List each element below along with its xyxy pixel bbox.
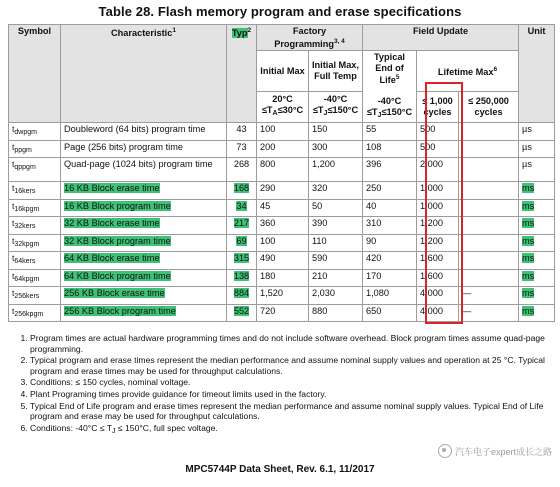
cell-initial-max-full: 880 <box>309 304 363 322</box>
cell-typ: 884 <box>227 287 257 305</box>
cell-symbol: $t_{64kers}$ <box>9 252 61 270</box>
cell-characteristic: Page (256 bits) program time <box>61 140 227 158</box>
header-typ: Typ$^2$ <box>227 25 257 123</box>
footnotes-list <box>10 333 560 438</box>
cell-lifetime-250000 <box>459 140 519 158</box>
watermark <box>438 444 552 458</box>
header-symbol: Symbol <box>9 25 61 123</box>
cell-initial-max-full: 150 <box>309 123 363 141</box>
cell-initial-max-full: 50 <box>309 199 363 217</box>
header-unit: Unit <box>519 25 555 123</box>
cell-typical-eol: 310 <box>363 217 417 235</box>
table-row <box>9 234 555 252</box>
cell-characteristic: Doubleword (64 bits) program time <box>61 123 227 141</box>
cell-symbol: $t_{32kers}$ <box>9 217 61 235</box>
cell-unit: ms <box>519 217 555 235</box>
cell-characteristic: 32 KB Block program time <box>61 234 227 252</box>
wechat-icon <box>438 444 452 458</box>
cell-typical-eol: 396 <box>363 158 417 182</box>
cell-unit: µs <box>519 140 555 158</box>
cell-initial-max-full: 1,200 <box>309 158 363 182</box>
cell-unit: ms <box>519 199 555 217</box>
watermark-text: 汽车电子expert成长之路 <box>454 446 552 457</box>
cell-typ: 268 <box>227 158 257 182</box>
cell-initial-max: 800 <box>257 158 309 182</box>
cell-unit: ms <box>519 182 555 200</box>
cell-lifetime-250000 <box>459 123 519 141</box>
cell-unit: ms <box>519 269 555 287</box>
flash-spec-table <box>8 24 555 322</box>
cell-typ: 217 <box>227 217 257 235</box>
cell-initial-max: 100 <box>257 123 309 141</box>
cell-unit: ms <box>519 252 555 270</box>
cell-initial-max: 1,520 <box>257 287 309 305</box>
cell-initial-max: 100 <box>257 234 309 252</box>
cell-symbol: $t_{256kpgm}$ <box>9 304 61 322</box>
cell-characteristic: 16 KB Block erase time <box>61 182 227 200</box>
cell-typical-eol: 90 <box>363 234 417 252</box>
header-cycles-1000: ≤ 1,000 cycles <box>417 91 459 122</box>
header-field-update: Field Update <box>363 25 519 51</box>
table-row <box>9 269 555 287</box>
footnote-1: 1. Program times are actual hardware programming times and do not include software overhead. Block program times assume quad-page programming. <box>30 333 560 354</box>
cell-initial-max-full: 110 <box>309 234 363 252</box>
table-row <box>9 217 555 235</box>
cell-initial-max-full: 320 <box>309 182 363 200</box>
cell-characteristic: 32 KB Block erase time <box>61 217 227 235</box>
footnote-4: 4. Plant Programing times provide guidance for timeout limits used in the factory. <box>30 389 560 400</box>
cell-unit: ms <box>519 234 555 252</box>
cell-lifetime-250000: — <box>459 304 519 322</box>
cell-typ: 34 <box>227 199 257 217</box>
cell-lifetime-250000 <box>459 252 519 270</box>
cell-lifetime-1000: 1,600 <box>417 252 459 270</box>
cell-symbol: $t_{ppgm}$ <box>9 140 61 158</box>
cell-lifetime-1000: 2,000 <box>417 158 459 182</box>
cell-characteristic: Quad-page (1024 bits) program time <box>61 158 227 182</box>
table-row <box>9 304 555 322</box>
cell-lifetime-1000: 1,200 <box>417 217 459 235</box>
cell-typ: 168 <box>227 182 257 200</box>
table-row <box>9 140 555 158</box>
cell-lifetime-1000: 4,000 <box>417 287 459 305</box>
cell-symbol: $t_{32kpgm}$ <box>9 234 61 252</box>
cell-lifetime-1000: 500 <box>417 123 459 141</box>
header-cycles-250000: ≤ 250,000 cycles <box>459 91 519 122</box>
cell-unit: µs <box>519 158 555 182</box>
cell-typ: 69 <box>227 234 257 252</box>
cell-lifetime-1000: 1,200 <box>417 234 459 252</box>
header-characteristic: Characteristic$^1$ <box>61 25 227 123</box>
cell-typical-eol: 650 <box>363 304 417 322</box>
table-row <box>9 199 555 217</box>
table-row <box>9 287 555 305</box>
cell-initial-max-full: 590 <box>309 252 363 270</box>
table-body <box>9 123 555 322</box>
cell-unit: ms <box>519 304 555 322</box>
footnote-5: 5. Typical End of Life program and erase times represent the median performance and assume nominal supply values. Typical End of Life program and erase may be used for throughput calculations. <box>30 401 560 422</box>
header-typical-end-of-life: Typical End of Life$^5$ $-40^\circ C \le T_J\le 150^\circ C$ <box>363 51 417 123</box>
header-initial-max-full-temp: Initial Max, Full Temp <box>309 51 363 92</box>
cell-unit: µs <box>519 123 555 141</box>
header-cond-ta: $20^\circ C \le T_A\le 30^\circ C$ <box>257 91 309 122</box>
table-row <box>9 252 555 270</box>
header-initial-max: Initial Max <box>257 51 309 92</box>
cell-initial-max-full: 210 <box>309 269 363 287</box>
cell-typical-eol: 250 <box>363 182 417 200</box>
cell-lifetime-250000 <box>459 199 519 217</box>
cell-symbol: $t_{dwpgm}$ <box>9 123 61 141</box>
cell-initial-max: 200 <box>257 140 309 158</box>
footnote-6: 6. Conditions: $-40^\circ C \le T_J \le 150^\circ C$, full spec voltage. <box>30 423 560 438</box>
cell-characteristic: 16 KB Block program time <box>61 199 227 217</box>
cell-initial-max: 720 <box>257 304 309 322</box>
cell-characteristic: 64 KB Block erase time <box>61 252 227 270</box>
page-footer: MPC5744P Data Sheet, Rev. 6.1, 11/2017 <box>185 464 375 475</box>
footnote-2: 2. Typical program and erase times represent the median performance and assume nominal supply values and operation at 25 °C. Typical program and erase times may be used for throughput calculations. <box>30 355 560 376</box>
cell-typical-eol: 108 <box>363 140 417 158</box>
cell-characteristic: 256 KB Block program time <box>61 304 227 322</box>
cell-typ: 552 <box>227 304 257 322</box>
cell-typ: 73 <box>227 140 257 158</box>
cell-initial-max: 180 <box>257 269 309 287</box>
cell-initial-max: 490 <box>257 252 309 270</box>
cell-characteristic: 64 KB Block program time <box>61 269 227 287</box>
cell-typical-eol: 55 <box>363 123 417 141</box>
cell-typ: 138 <box>227 269 257 287</box>
header-cond-tj: $-40^\circ C \le T_J\le 150^\circ C$ <box>309 91 363 122</box>
cell-lifetime-1000: 4,000 <box>417 304 459 322</box>
cell-lifetime-250000: — <box>459 287 519 305</box>
cell-symbol: $t_{256kers}$ <box>9 287 61 305</box>
table-row <box>9 123 555 141</box>
cell-typ: 43 <box>227 123 257 141</box>
table-row <box>9 158 555 182</box>
table-row <box>9 182 555 200</box>
cell-lifetime-250000 <box>459 217 519 235</box>
cell-typical-eol: 1,080 <box>363 287 417 305</box>
cell-lifetime-1000: 1,000 <box>417 199 459 217</box>
cell-lifetime-250000 <box>459 234 519 252</box>
cell-unit: ms <box>519 287 555 305</box>
footnote-3: 3. Conditions: ≤ 150 cycles, nominal voltage. <box>30 377 560 388</box>
header-factory-programming: Factory Programming$^{3, 4}$ <box>257 25 363 51</box>
cell-initial-max: 360 <box>257 217 309 235</box>
cell-symbol: $t_{qppgm}$ <box>9 158 61 182</box>
cell-symbol: $t_{16kers}$ <box>9 182 61 200</box>
cell-typical-eol: 170 <box>363 269 417 287</box>
cell-characteristic: 256 KB Block erase time <box>61 287 227 305</box>
cell-lifetime-1000: 1,600 <box>417 269 459 287</box>
cell-lifetime-250000 <box>459 158 519 182</box>
cell-lifetime-1000: 500 <box>417 140 459 158</box>
cell-symbol: $t_{64kpgm}$ <box>9 269 61 287</box>
header-lifetime-max: Lifetime Max$^6$ <box>417 51 519 92</box>
cell-initial-max-full: 390 <box>309 217 363 235</box>
cell-initial-max-full: 300 <box>309 140 363 158</box>
cell-initial-max-full: 2,030 <box>309 287 363 305</box>
cell-typical-eol: 40 <box>363 199 417 217</box>
cell-typical-eol: 420 <box>363 252 417 270</box>
cell-lifetime-250000 <box>459 269 519 287</box>
cell-symbol: $t_{16kpgm}$ <box>9 199 61 217</box>
cell-lifetime-250000 <box>459 182 519 200</box>
table-title: Table 28. Flash memory program and erase specifications <box>98 4 462 19</box>
cell-typ: 315 <box>227 252 257 270</box>
cell-initial-max: 45 <box>257 199 309 217</box>
cell-initial-max: 290 <box>257 182 309 200</box>
cell-lifetime-1000: 1,000 <box>417 182 459 200</box>
